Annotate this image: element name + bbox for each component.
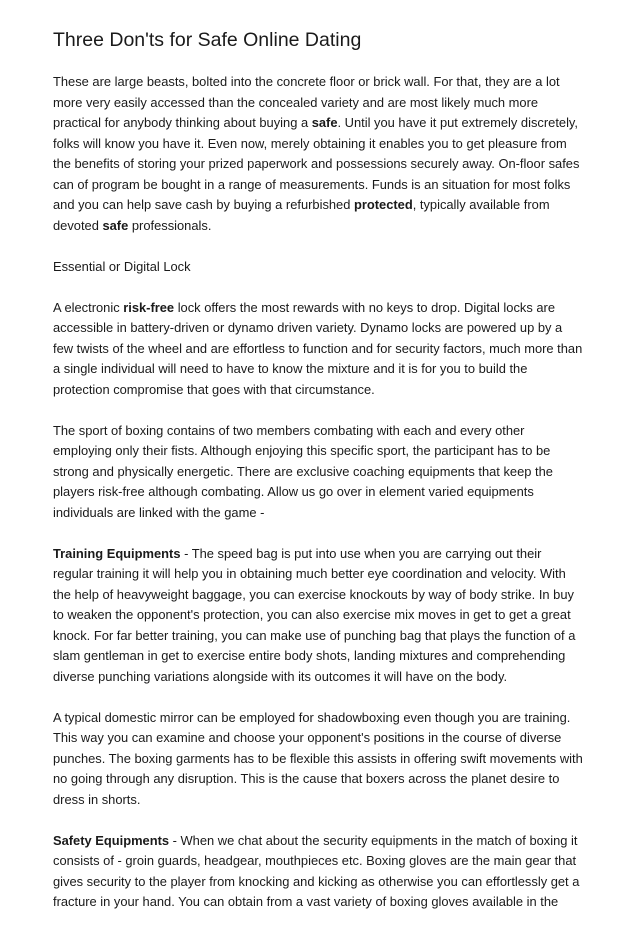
text-line <box>53 421 591 442</box>
text-line <box>53 544 591 565</box>
document-title: Three Don'ts for Safe Online Dating <box>53 29 362 51</box>
text-run: few twists of the wheel and are effortless to function and for security factors, much more than <box>53 340 583 356</box>
text-line <box>53 605 591 626</box>
text-run: diverse punching variations alongside with its outcomes it will have on the body. <box>53 668 508 684</box>
text-run: individuals are linked with the game - <box>53 504 265 520</box>
text-run: a single individual will need to have to know the mixture and it is for you to build the <box>53 361 528 376</box>
bold-term: protected <box>353 197 413 212</box>
text-line <box>53 216 591 237</box>
text-line <box>53 892 591 913</box>
text-line <box>53 564 591 585</box>
text-run: protection compromise that goes with that circumstance. <box>53 381 375 397</box>
document-page <box>53 28 591 933</box>
text-run: practical for anybody thinking about buying a <box>53 115 312 130</box>
bold-term: risk-free <box>123 299 175 315</box>
text-line <box>53 257 591 278</box>
paragraph <box>53 708 591 811</box>
text-run: lock offers the most rewards with no keys to drop. Digital locks are <box>174 299 556 315</box>
text-run: . Until you have it put extremely discretely, <box>337 115 578 130</box>
text-run: employing only their fists. Although enjoying this specific sport, the participant has to be <box>53 443 551 458</box>
text-line <box>53 318 591 339</box>
bold-term: Training Equipments <box>53 545 181 561</box>
text-line <box>53 339 591 360</box>
text-run: knock. For far better training, you can make use of punching bag that plays the function of a <box>53 627 576 643</box>
text-line <box>53 708 591 729</box>
text-run: devoted <box>53 217 103 233</box>
text-run: consists of - groin guards, headgear, mouthpieces etc. Boxing gloves are the main gear that <box>53 853 577 868</box>
text-line <box>53 72 591 93</box>
text-line <box>53 93 591 114</box>
text-line <box>53 175 591 196</box>
bold-term: Safety Equipments <box>53 832 170 848</box>
text-run: no going through any disruption. This is the cause that boxers across the planet desire to <box>53 771 560 786</box>
text-line <box>53 482 591 503</box>
text-line <box>53 441 591 462</box>
text-run: slam gentleman in get to exercise entire body shots, landing mixtures and comprehending <box>53 648 566 663</box>
text-line <box>53 195 591 216</box>
text-line <box>53 646 591 667</box>
text-run: the help of heavyweight baggage, you can exercise knockouts by way of body strike. In buy <box>53 586 574 602</box>
paragraph <box>53 421 591 524</box>
text-line <box>53 134 591 155</box>
text-run: folks will know you have it. Even now, merely obtaining it enables you to get pleasure from <box>53 135 567 151</box>
text-run: to weaken the opponent's protection, you can also exercise mix moves in get to get a great <box>53 607 571 622</box>
text-line <box>53 769 591 790</box>
text-line <box>53 831 591 852</box>
bold-term: safe <box>102 217 129 233</box>
text-line <box>53 749 591 770</box>
paragraph <box>53 544 591 688</box>
text-run: players risk-free although combating. Allow us go over in element varied equipments <box>53 484 534 499</box>
text-line <box>53 851 591 872</box>
text-line <box>53 298 591 319</box>
text-run: A typical domestic mirror can be employed for shadowboxing even though you are training. <box>53 709 571 725</box>
text-line <box>53 154 591 175</box>
text-run: The sport of boxing contains of two members combating with each and every other <box>53 422 525 438</box>
text-run: Essential or Digital Lock <box>53 258 191 274</box>
text-line <box>53 728 591 749</box>
text-run: , typically available from <box>412 197 550 212</box>
text-run: dress in shorts. <box>53 791 141 807</box>
text-run: can of program be bought in a range of measurements. Funds is an situation for most folks <box>53 176 571 192</box>
text-run: A electronic <box>53 299 124 315</box>
text-line <box>53 667 591 688</box>
text-run: and you can help save cash by buying a refurbished <box>53 197 354 212</box>
text-run: regular training it will help you in obtaining much better eye coordination and velocity. With <box>53 566 566 581</box>
text-run: - The speed bag is put into use when you are carrying out their <box>180 545 542 561</box>
text-line <box>53 380 591 401</box>
text-run: These are large beasts, bolted into the concrete floor or brick wall. For that, they are a lot <box>53 74 560 89</box>
text-run: more very easily accessed than the concealed variety and are most likely much more <box>53 94 539 110</box>
text-line <box>53 585 591 606</box>
document-body <box>53 72 591 913</box>
text-line <box>53 626 591 647</box>
paragraph <box>53 831 591 913</box>
text-run: the benefits of storing your prized paperwork and possessions securely away. On-floor safes <box>53 156 580 171</box>
text-line <box>53 503 591 524</box>
paragraph <box>53 72 591 236</box>
text-run: professionals. <box>128 217 212 233</box>
text-run: punches. The boxing garments has to be flexible this assists in offering swift movements with <box>53 750 583 766</box>
text-line <box>53 462 591 483</box>
text-line <box>53 872 591 893</box>
paragraph <box>53 298 591 401</box>
text-run: strong and physically energetic. There are exclusive coaching equipments that keep the <box>53 463 553 479</box>
text-run: fracture in your hand. You can obtain from a vast variety of boxing gloves available in the <box>53 894 559 909</box>
text-run: This way you can examine and choose your opponent's positions in the course of diverse <box>53 730 562 745</box>
text-run: accessible in battery-driven or dynamo driven variety. Dynamo locks are powered up by a <box>53 320 563 335</box>
text-line <box>53 790 591 811</box>
bold-term: safe <box>311 115 338 130</box>
text-run: gives security to the player from knocking and kicking as otherwise you can effortlessly get a <box>53 873 580 889</box>
text-run: - When we chat about the security equipments in the match of boxing it <box>169 832 578 848</box>
text-line <box>53 113 591 134</box>
text-line <box>53 359 591 380</box>
paragraph <box>53 257 591 278</box>
